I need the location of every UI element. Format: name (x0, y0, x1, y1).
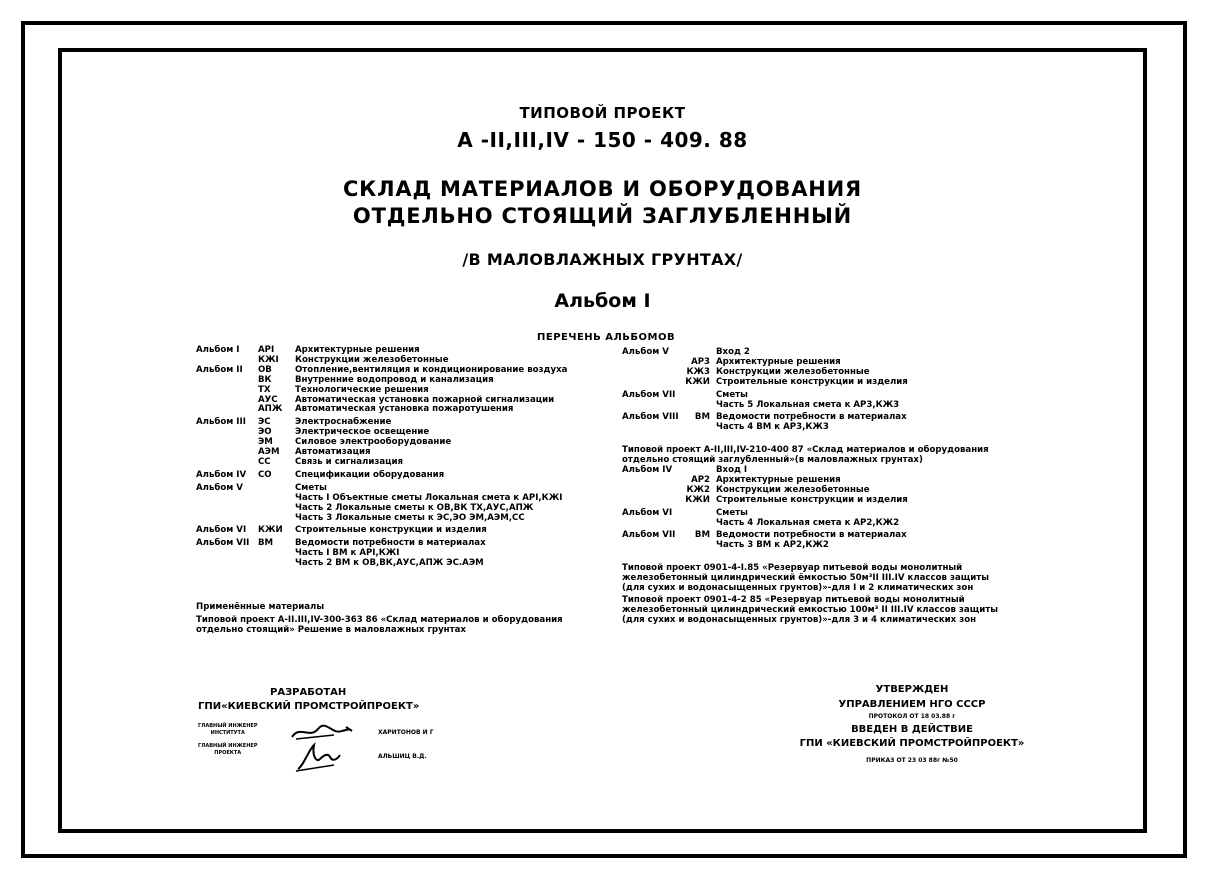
section-code (258, 514, 295, 524)
section-description: Архитектурные решения (295, 345, 420, 355)
role-line: ПРОЕКТА (214, 750, 242, 756)
section-description: Строительные конструкции и изделия (716, 494, 908, 505)
project-number: А -II,III,IV - 150 - 409. 88 (457, 128, 748, 152)
section-description: Ведомости потребности в материалах (295, 538, 486, 549)
approved-heading: УТВЕРЖДЕН (875, 684, 949, 695)
section-description: Сметы (716, 507, 748, 518)
section-description: Часть 2 ВМ к ОВ,ВК,АУС,АПЖ ЭС.АЭМ (295, 558, 484, 569)
signature-1 (288, 723, 358, 743)
section-description: Автоматическая установка пожаротушения (295, 404, 514, 415)
album-name (196, 376, 258, 386)
section-description: Часть I ВМ к АРI,КЖI (295, 548, 400, 559)
album-name (196, 504, 258, 514)
section-code (680, 391, 716, 401)
section-description: Отопление,вентиляция и кондиционирование воздуха (295, 364, 568, 375)
section-code: ТХ (258, 384, 271, 395)
album-name (196, 428, 258, 438)
applied-line: Типовой проект А-II.III,IV-300-363 86 «Склад материалов и оборудования (196, 614, 563, 625)
album-list-row (622, 423, 1042, 433)
section-code: КЖИ (258, 525, 283, 536)
album-name (622, 358, 680, 368)
section-description: Электроснабжение (295, 417, 392, 428)
section-code: ВК (258, 374, 272, 385)
section-description: Автоматическая установка пожарной сигнализации (295, 394, 555, 405)
section-description: Ведомости потребности в материалах (716, 530, 907, 541)
album-list-row (622, 531, 1042, 541)
album-list-row (622, 413, 1042, 423)
album-list-row (196, 539, 616, 549)
section-description: Связь и сигнализация (295, 456, 404, 467)
section-description: Часть I Объектные сметы Локальная смета к АРI,КЖI (295, 492, 563, 503)
enacted-order: ПРИКАЗ ОТ 23 03 88г №50 (866, 757, 958, 764)
section-code: КЖI (258, 354, 279, 365)
section-code: ЭМ (258, 437, 273, 448)
right-reference-2 (622, 564, 1042, 625)
section-description: Конструкции железобетонные (716, 484, 870, 495)
section-description: Часть 3 ВМ к АР2,КЖ2 (716, 540, 829, 551)
album-name: Альбом VI (622, 507, 673, 518)
section-code: СО (258, 469, 272, 480)
album-list-row (622, 496, 1042, 506)
role-line: ГЛАВНЫЙ ИНЖЕНЕР (198, 743, 258, 749)
reference-line: Типовой проект 0901-4-2 85 «Резервуар питьевой воды монолитный (622, 594, 965, 605)
section-description: Архитектурные решения (716, 474, 841, 485)
applied-line: отдельно стоящий» Решение в маловлажных грунтах (196, 624, 466, 635)
section-description: Строительные конструкции и изделия (295, 525, 487, 536)
album-list-row (196, 559, 616, 569)
section-description: Часть 4 Локальная смета к АР2,КЖ2 (716, 517, 900, 528)
album-name: Альбом VIII (622, 412, 679, 423)
album-name (196, 438, 258, 448)
album-name (622, 401, 680, 411)
album-list-row (622, 541, 1042, 551)
album-list-row (622, 401, 1042, 411)
album-name: Альбом VII (196, 538, 250, 549)
section-code (680, 519, 716, 529)
reference-line: Типовой проект 0901-4-I.85 «Резервуар питьевой воды монолитный (622, 563, 963, 573)
album-name (196, 559, 258, 569)
section-description: Часть 2 Локальные сметы к ОВ,ВК ТХ,АУС,АПЖ (295, 502, 534, 513)
section-code (258, 504, 295, 514)
section-description: Часть 5 Локальная смета к АР3,КЖ3 (716, 399, 900, 410)
reference-line: (для сухих и водонасыщенных грунтов)»-для I и 2 климатических зон (622, 582, 974, 593)
section-code (258, 494, 295, 504)
reference-line: железобетонный цилиндрический емкостью 100м³ II III.IV классов защиты (622, 604, 998, 615)
role-chief-engineer-institute (198, 723, 257, 737)
applied-heading: Применённые материалы (196, 602, 325, 612)
section-description: Технологические решения (295, 384, 429, 395)
section-code: ЭС (258, 417, 271, 428)
album-name (622, 541, 680, 551)
document-title (62, 176, 1143, 230)
album-title: Альбом I (554, 290, 651, 312)
album-list-row (622, 519, 1042, 529)
section-code: АПЖ (258, 404, 283, 415)
album-list-row (196, 514, 616, 524)
section-code: АЭМ (258, 447, 280, 458)
album-name (622, 486, 680, 496)
developed-heading: РАЗРАБОТАН (270, 687, 347, 698)
title-line-2: ОТДЕЛЬНО СТОЯЩИЙ ЗАГЛУБЛЕННЫЙ (352, 204, 853, 228)
section-description: Ведомости потребности в материалах (716, 412, 907, 423)
section-code: АРI (258, 345, 275, 355)
album-list-row (196, 504, 616, 514)
album-name: Альбом IV (622, 465, 673, 475)
album-list-row (196, 405, 616, 415)
left-album-list (196, 346, 616, 569)
section-code: ЭО (258, 427, 272, 438)
section-code: ВМ (694, 530, 710, 541)
enacted-org: ГПИ «КИЕВСКИЙ ПРОМСТРОЙПРОЕКТ» (799, 738, 1025, 749)
enacted-heading: ВВЕДЕН В ДЕЙСТВИЕ (851, 724, 973, 735)
section-code (680, 423, 716, 433)
section-code: КЖ2 (686, 484, 710, 495)
album-list-heading: ПЕРЕЧЕНЬ АЛЬБОМОВ (537, 332, 676, 343)
inner-frame (58, 48, 1147, 833)
role-chief-engineer-project (198, 743, 257, 757)
reference-line: отдельно стоящий заглубленный»(в маловлажных грунтах) (622, 454, 923, 465)
document-subtitle: /В МАЛОВЛАЖНЫХ ГРУНТАХ/ (462, 250, 743, 269)
section-description: Конструкции железобетонные (295, 354, 449, 365)
applied-materials (196, 603, 616, 636)
album-name (196, 448, 258, 458)
reference-line: Типовой проект А-II,III,IV-210-400 87 «Склад материалов и оборудования (622, 445, 989, 455)
section-description: Часть 4 ВМ к АР3,КЖ3 (716, 422, 829, 433)
album-list-row (196, 471, 616, 481)
album-name (196, 549, 258, 559)
album-name: Альбом VII (622, 389, 676, 400)
album-name: Альбом VI (196, 525, 247, 536)
name-1: ХАРИТОНОВ И Г (378, 729, 434, 736)
album-name: Альбом II (196, 364, 243, 375)
album-name (622, 378, 680, 388)
section-code (258, 484, 295, 494)
album-name (622, 496, 680, 506)
section-code: ОВ (258, 364, 272, 375)
section-description: Автоматизация (295, 447, 371, 458)
album-name: Альбом I (196, 345, 240, 355)
section-description: Сметы (716, 389, 748, 400)
album-name (622, 368, 680, 378)
album-name (622, 476, 680, 486)
section-code (258, 559, 295, 569)
section-code: АУС (258, 394, 278, 405)
section-description: Спецификации оборудования (295, 469, 445, 480)
album-name (196, 514, 258, 524)
section-description: Архитектурные решения (716, 356, 841, 367)
album-name (196, 396, 258, 406)
album-name: Альбом IV (196, 469, 247, 480)
section-description: Внутренние водопровод и канализация (295, 374, 494, 385)
section-code: КЖ3 (686, 366, 710, 377)
section-code: СС (258, 456, 271, 467)
section-code: АР3 (691, 356, 710, 367)
section-description: Часть 3 Локальные сметы к ЭС,ЭО ЭМ,АЭМ,СС (295, 512, 525, 523)
name-2: АЛЬШИЦ В.Д. (378, 753, 427, 760)
role-line: ГЛАВНЫЙ ИНЖЕНЕР (198, 723, 258, 729)
album-list-row (196, 458, 616, 468)
section-code (680, 509, 716, 519)
section-description: Вход 2 (716, 347, 750, 357)
approved-protocol: ПРОТОКОЛ ОТ 18 03.88 г (868, 713, 956, 720)
approved-by: УПРАВЛЕНИЕМ НГО СССР (838, 699, 986, 710)
section-description: Вход I (716, 465, 748, 475)
section-code (258, 549, 295, 559)
right-album-list-2 (622, 466, 1042, 551)
developed-org: ГПИ«КИЕВСКИЙ ПРОМСТРОЙПРОЕКТ» (198, 701, 420, 712)
section-code: АР2 (691, 474, 710, 485)
section-description: Сметы (295, 482, 327, 493)
album-name (196, 494, 258, 504)
section-description: Конструкции железобетонные (716, 366, 870, 377)
section-code: ВМ (258, 538, 274, 549)
section-code (680, 401, 716, 411)
title-line-1: СКЛАД МАТЕРИАЛОВ И ОБОРУДОВАНИЯ (342, 177, 863, 201)
album-name: Альбом V (196, 482, 243, 493)
album-list-row (622, 378, 1042, 388)
album-name (622, 423, 680, 433)
approved-block (782, 684, 1042, 764)
role-line: ИНСТИТУТА (210, 730, 245, 736)
section-code: ВМ (694, 412, 710, 423)
album-name (196, 405, 258, 415)
album-name: Альбом III (196, 417, 246, 428)
section-description: Силовое электрооборудование (295, 437, 452, 448)
project-type: ТИПОВОЙ ПРОЕКТ (519, 104, 686, 122)
right-reference-1 (622, 446, 1042, 466)
signature-2 (294, 741, 344, 773)
section-code: КЖИ (685, 494, 710, 505)
right-album-list (622, 348, 1042, 433)
album-name (622, 519, 680, 529)
section-description: Электрическое освещение (295, 427, 430, 438)
section-code: КЖИ (685, 376, 710, 387)
album-name (196, 386, 258, 396)
album-list-row (196, 526, 616, 536)
album-name: Альбом V (622, 347, 669, 357)
section-description: Строительные конструкции и изделия (716, 376, 908, 387)
album-name (196, 458, 258, 468)
album-name: Альбом VII (622, 530, 676, 541)
section-code (680, 541, 716, 551)
reference-line: железобетонный цилиндрический ёмкостью 50м³II III.IV классов защиты (622, 572, 990, 583)
reference-line: (для сухих и водонасыщенных грунтов)»-для 3 и 4 климатических зон (622, 614, 977, 625)
